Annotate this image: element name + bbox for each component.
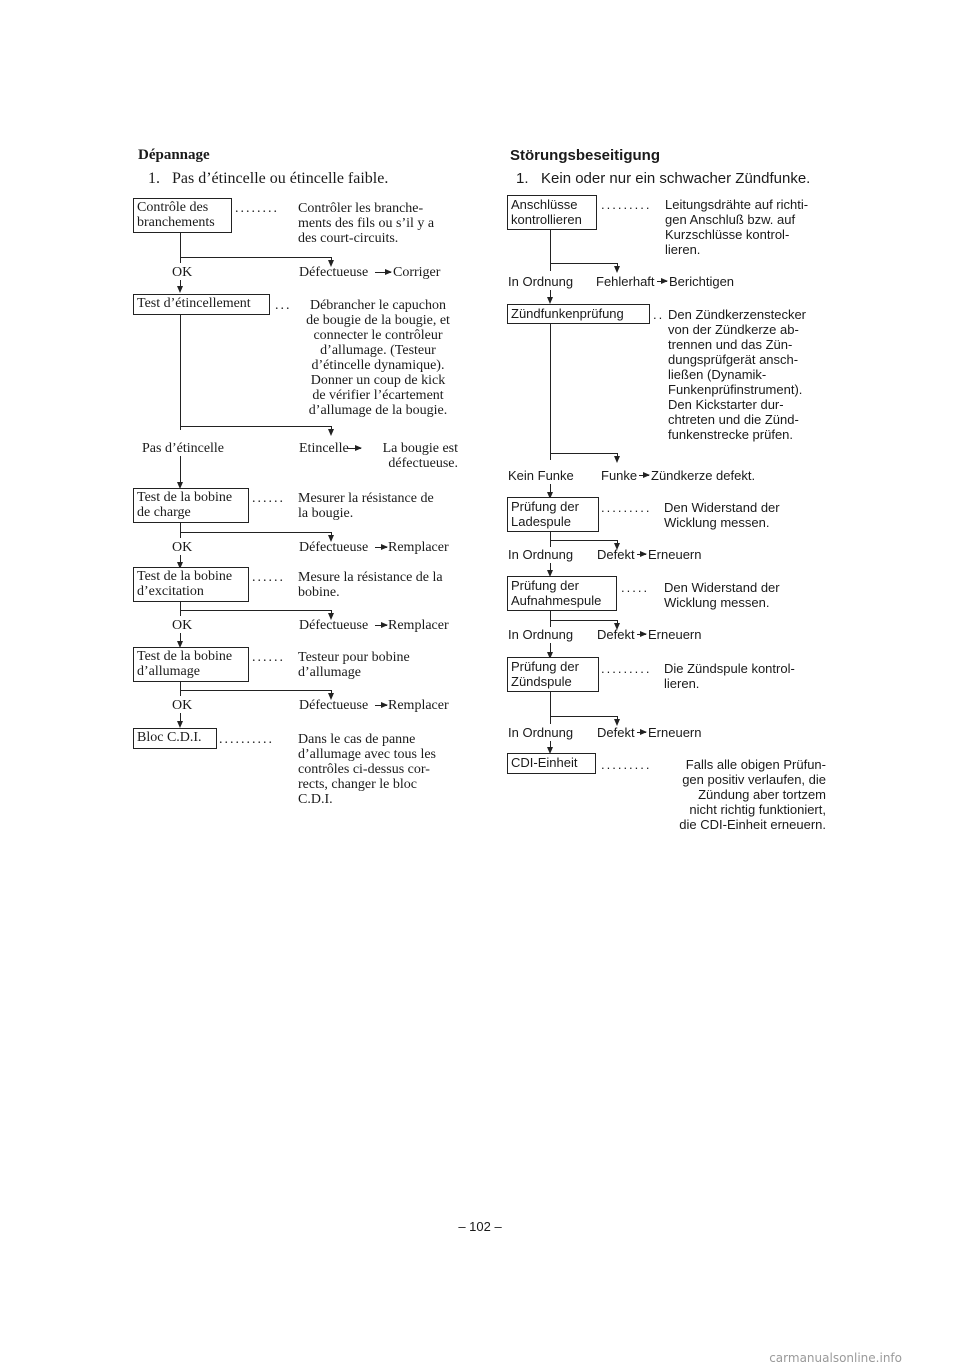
fr-step-1-box: Contrôle des branchements bbox=[133, 198, 232, 233]
fr-outcome-2-fail: Etincelle bbox=[299, 441, 349, 456]
arrow-right-icon bbox=[643, 472, 650, 478]
arrow-right-icon bbox=[385, 269, 392, 275]
arrow-right-icon bbox=[381, 544, 388, 550]
de-outcome-5-action: Erneuern bbox=[648, 725, 702, 740]
de-outcome-3-ok: In Ordnung bbox=[508, 547, 574, 562]
de-step-3-dots: ......... bbox=[601, 500, 652, 515]
de-step-1-desc: Leitungsdrähte auf richti- gen Anschluß bzw. auf Kurzschlüsse kontrol- lieren. bbox=[665, 197, 809, 257]
fr-step-3-box: Test de la bobine de charge bbox=[133, 488, 249, 523]
de-step-4-box: Prüfung der Aufnahmespule bbox=[507, 576, 617, 611]
de-outcome-1-ok: In Ordnung bbox=[508, 274, 574, 289]
de-step-6-box: CDI-Einheit bbox=[507, 753, 596, 774]
french-subtitle: 1. Pas d’étincelle ou étincelle faible. bbox=[148, 170, 389, 187]
de-outcome-2-ok: Kein Funke bbox=[508, 468, 574, 483]
french-title: Dépannage bbox=[138, 147, 210, 163]
fr-outcome-2-action: La bougie est défectueuse. bbox=[382, 441, 458, 471]
de-outcome-3-action: Erneuern bbox=[648, 547, 702, 562]
de-outcome-4-action: Erneuern bbox=[648, 627, 702, 642]
arrow-right-icon bbox=[381, 622, 388, 628]
fr-outcome-3-fail: Défectueuse bbox=[299, 540, 369, 555]
fr-outcome-3-action: Remplacer bbox=[388, 540, 449, 555]
fr-step-6-desc: Dans le cas de panne d’allumage avec tous les contrôles ci-dessus cor- rects, changer le bloc C.D.I. bbox=[298, 732, 437, 807]
de-step-1-dots: ......... bbox=[601, 197, 652, 212]
fr-step-4-desc: Mesure la résistance de la bobine. bbox=[298, 570, 443, 600]
fr-outcome-4-ok: OK bbox=[172, 618, 193, 633]
fr-step-2-dots: ... bbox=[275, 298, 292, 313]
arrow-right-icon bbox=[661, 278, 668, 284]
de-step-2-desc: Den Zündkerzenstecker von der Zündkerze ab- trennen und das Zün- dungsprüfgerät ansch- ließen (Dynamik- Funkenprüfinstrument). Den Kickstarter dur- chtreten und die Zünd- funkenstrecke prüfen. bbox=[668, 307, 807, 442]
fr-step-6-dots: .......... bbox=[219, 732, 274, 747]
fr-outcome-5-action: Remplacer bbox=[388, 698, 449, 713]
de-outcome-3-fail: Defekt bbox=[597, 547, 635, 562]
de-step-3-box: Prüfung der Ladespule bbox=[507, 497, 599, 532]
de-outcome-1-fail: Fehlerhaft bbox=[596, 274, 655, 289]
de-step-4-dots: ..... bbox=[621, 580, 650, 595]
fr-step-1-dots: ........ bbox=[235, 201, 279, 216]
de-step-6-desc: Falls alle obigen Prüfun- gen positiv verlaufen, die Zündung aber tortzem nicht richtig funktioniert, die CDI-Einheit erneuern. bbox=[679, 757, 826, 832]
de-outcome-5-ok: In Ordnung bbox=[508, 725, 574, 740]
fr-outcome-4-fail: Défectueuse bbox=[299, 618, 369, 633]
de-outcome-4-fail: Defekt bbox=[597, 627, 635, 642]
de-step-5-dots: ......... bbox=[601, 661, 652, 676]
arrow-right-icon bbox=[640, 729, 647, 735]
de-outcome-2-fail: Funke bbox=[601, 468, 638, 483]
de-outcome-4-ok: In Ordnung bbox=[508, 627, 574, 642]
fr-outcome-5-fail: Défectueuse bbox=[299, 698, 369, 713]
de-outcome-1-action: Berichtigen bbox=[669, 274, 735, 289]
page-number: – 102 – bbox=[458, 1219, 502, 1234]
de-step-5-desc: Die Zündspule kontrol- lieren. bbox=[664, 661, 795, 691]
de-step-3-desc: Den Widerstand der Wicklung messen. bbox=[664, 500, 780, 530]
de-step-1-box: Anschlüsse kontrollieren bbox=[507, 195, 597, 230]
de-step-4-desc: Den Widerstand der Wicklung messen. bbox=[664, 580, 780, 610]
fr-outcome-2-ok: Pas d’étincelle bbox=[142, 441, 225, 456]
fr-step-3-desc: Mesurer la résistance de la bougie. bbox=[298, 491, 434, 521]
fr-outcome-4-action: Remplacer bbox=[388, 618, 449, 633]
fr-outcome-3-ok: OK bbox=[172, 540, 193, 555]
fr-outcome-1-fail: Défectueuse bbox=[299, 265, 369, 280]
fr-outcome-1-ok: OK bbox=[172, 265, 193, 280]
german-subtitle: 1. Kein oder nur ein schwacher Zündfunke. bbox=[516, 170, 811, 187]
fr-step-5-dots: ...... bbox=[252, 650, 285, 665]
fr-step-5-box: Test de la bobine d’allumage bbox=[133, 647, 249, 682]
fr-step-3-dots: ...... bbox=[252, 491, 285, 506]
arrow-right-icon bbox=[355, 445, 362, 451]
fr-step-2-desc: Débrancher le capuchon de bougie de la bougie, et connecter le contrôleur d’allumage. (Testeur d’étincelle dynamique). Donner un coup de kick de vérifier l’écartement d’allumage de la bougie. bbox=[306, 298, 450, 418]
fr-step-6-box: Bloc C.D.I. bbox=[133, 728, 217, 749]
fr-outcome-5-ok: OK bbox=[172, 698, 193, 713]
de-step-2-box: Zündfunkenprüfung bbox=[507, 304, 650, 324]
de-step-2-dots: .. bbox=[653, 307, 665, 322]
de-outcome-5-fail: Defekt bbox=[597, 725, 635, 740]
de-outcome-2-action: Zündkerze defekt. bbox=[651, 468, 756, 483]
de-step-6-dots: ......... bbox=[601, 757, 652, 772]
fr-outcome-1-action: Corriger bbox=[393, 265, 441, 280]
fr-step-5-desc: Testeur pour bobine d’allumage bbox=[298, 650, 410, 680]
german-title: Störungsbeseitigung bbox=[510, 147, 660, 164]
fr-step-4-dots: ...... bbox=[252, 570, 285, 585]
arrow-right-icon bbox=[640, 631, 647, 637]
arrow-right-icon bbox=[640, 551, 647, 557]
fr-step-4-box: Test de la bobine d’excitation bbox=[133, 567, 249, 602]
fr-step-1-desc: Contrôler les branche- ments des fils ou s’il y a des court-circuits. bbox=[298, 201, 435, 246]
watermark: carmanualsonline.info bbox=[769, 1351, 902, 1365]
arrow-right-icon bbox=[381, 702, 388, 708]
de-step-5-box: Prüfung der Zündspule bbox=[507, 657, 599, 692]
fr-step-2-box: Test d’étincellement bbox=[133, 294, 270, 315]
